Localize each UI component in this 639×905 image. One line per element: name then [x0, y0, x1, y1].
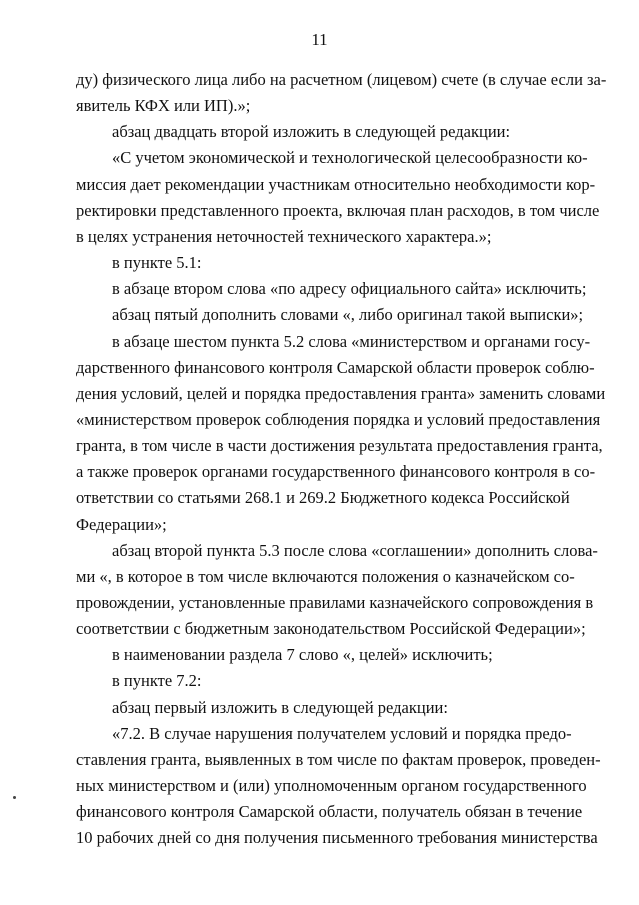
text-line: 10 рабочих дней со дня получения письменного требования министерства: [76, 828, 598, 848]
text-line: ду) физического лица либо на расчетном (лицевом) счете (в случае если за-: [76, 70, 607, 89]
text-line: в целях устранения неточностей технического характера.»;: [76, 226, 492, 246]
text-line: абзац второй пункта 5.3 после слова «соглашении» дополнить слова-: [112, 540, 598, 560]
page-number: 11: [311, 30, 328, 49]
text-line: соответствии с бюджетным законодательством Российской Федерации»;: [76, 619, 586, 639]
text-line: абзац двадцать второй изложить в следующей редакции:: [112, 122, 511, 142]
text-line: абзац пятый дополнить словами «, либо оригинал такой выписки»;: [112, 305, 584, 325]
text-line: дарственного финансового контроля Самарской области проверок соблю-: [76, 357, 595, 377]
text-line: в пункте 7.2:: [112, 671, 202, 691]
text-line: «7.2. В случае нарушения получателем условий и порядка предо-: [112, 723, 572, 743]
text-line: финансового контроля Самарской области, получатель обязан в течение: [76, 802, 583, 822]
text-line: в абзаце шестом пункта 5.2 слова «министерством и органами госу-: [112, 331, 591, 351]
text-line: ных министерством и (или) уполномоченным органом государственного: [76, 776, 587, 796]
text-line: а также проверок органами государственного финансового контроля в со-: [76, 462, 596, 482]
text-line: в наименовании раздела 7 слово «, целей» исключить;: [112, 645, 493, 665]
scan-artifact-dot: [13, 796, 16, 799]
text-line: ми «, в которое в том числе включаются положения о казначейском со-: [76, 566, 575, 586]
text-line: ответствии со статьями 268.1 и 269.2 Бюджетного кодекса Российской: [76, 488, 570, 508]
text-line: миссия дает рекомендации участникам относительно необходимости кор-: [76, 174, 596, 194]
text-line: ставления гранта, выявленных в том числе по фактам проверок, проведен-: [76, 749, 601, 769]
text-line: «министерством проверок соблюдения порядка и условий предоставления: [76, 409, 601, 429]
text-line: ректировки представленного проекта, включая план расходов, в том числе: [76, 200, 600, 220]
text-line: явитель КФХ или ИП).»;: [76, 96, 251, 116]
text-line: в абзаце втором слова «по адресу официального сайта» исключить;: [112, 279, 587, 299]
text-line: абзац первый изложить в следующей редакции:: [112, 697, 448, 717]
text-line: гранта, в том числе в части достижения результата предоставления гранта,: [76, 436, 603, 456]
text-line: «С учетом экономической и технологической целесообразности ко-: [112, 148, 588, 168]
text-line: провождении, установленные правилами казначейского сопровождения в: [76, 593, 594, 612]
text-line: Федерации»;: [76, 514, 167, 534]
text-line: в пункте 5.1:: [112, 253, 202, 273]
text-line: дения условий, целей и порядка предоставления гранта» заменить словами: [76, 383, 606, 403]
